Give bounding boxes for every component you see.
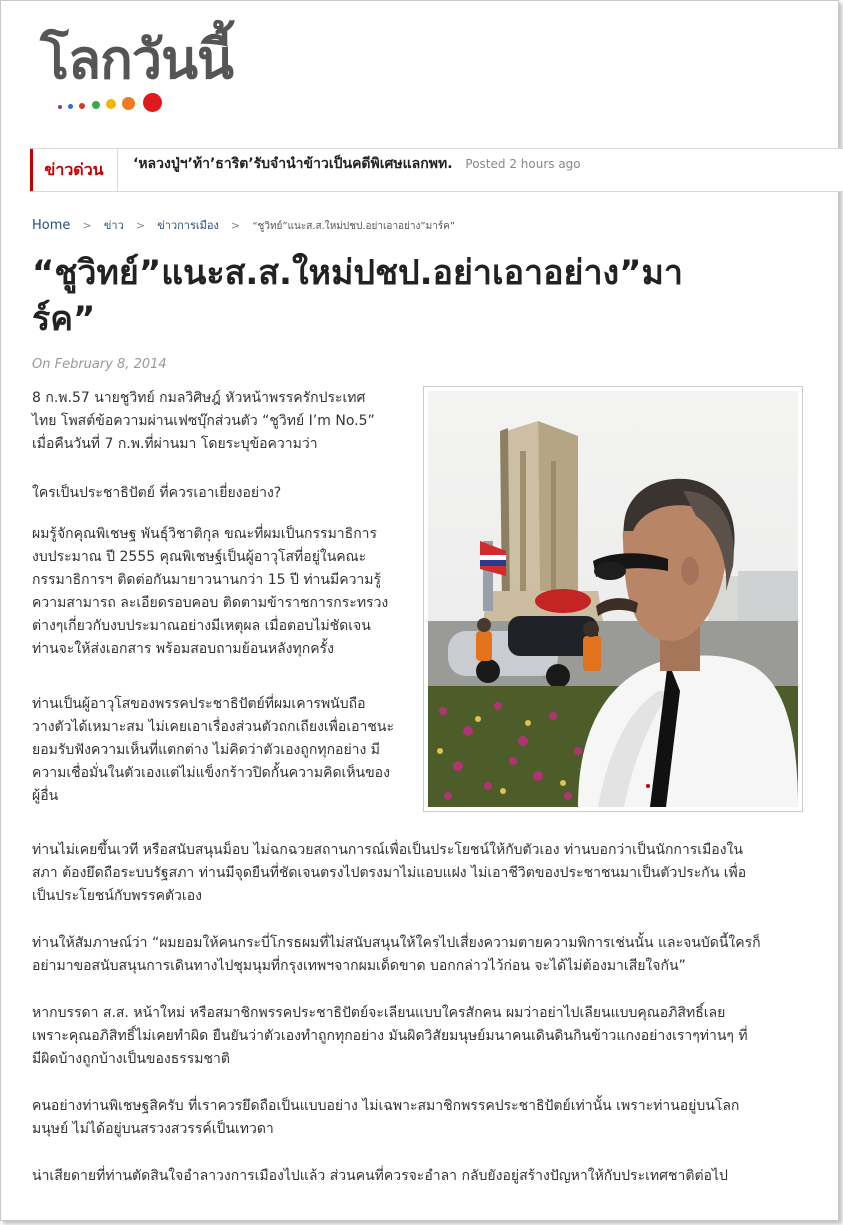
paragraph-line: ท่านจะให้ส่งเอกสาร พร้อมสอบถามย้อนหลังทุกครั้ง — [32, 641, 334, 657]
article-title-line: “ชูวิทย์”แนะส.ส.ใหม่ปชป.อย่าเอาอย่าง”มา — [32, 253, 683, 293]
paragraph-line: สภา ต้องยึดถือระบบรัฐสภา ท่านมีจุดยืนที่ชัดเจนตรงไปตรงมาไม่แอบแฝง ไม่เอาชีวิตของประชาชนมาเป็นตัวประกัน เพื่อ — [32, 865, 747, 881]
paragraph-line: มีผิดบ้างถูกบ้างเป็นของธรรมชาติ — [32, 1051, 230, 1067]
paragraph-line: วางตัวได้เหมาะสม ไม่เคยเอาเรื่องส่วนตัวถกเถียงเพื่อเอาชนะ — [32, 719, 394, 735]
breaking-news-item[interactable] — [133, 153, 581, 175]
paragraph-line: เป็นประโยชน์กับพรรคตัวเอง — [32, 888, 202, 904]
breadcrumb — [32, 216, 455, 234]
paragraph-line: ยอมรับฟังความเห็นที่แตกต่าง ไม่คิดว่าตัวเองถูกทุกอย่าง มี — [32, 742, 381, 758]
paragraph-line: คนอย่างท่านพิเชษฐสิครับ ที่เราควรยึดถือเป็นแบบอย่าง ไม่เฉพาะสมาชิกพรรคประชาธิปัตย์เท่านั้น เพราะท่านอยู่บนโลก — [32, 1098, 740, 1114]
paragraph-line: เมื่อคืนวันที่ 7 ก.พ.ที่ผ่านมา โดยระบุข้อความว่า — [32, 436, 318, 452]
paragraph-line: ผมรู้จักคุณพิเชษฐ พันธุ์วิชาติกุล ขณะที่ผมเป็นกรรมาธิการ — [32, 526, 378, 542]
paragraph-line: ผู้อื่น — [32, 788, 59, 804]
paragraph-line: ความเชื่อมั่นในตัวเองแต่ไม่แข็งกร้าวปิดกั้นความคิดเห็นของ — [32, 765, 390, 781]
article-date: On February 8, 2014 — [32, 357, 167, 372]
article-photo-image — [428, 391, 798, 807]
breaking-news-time: Posted 2 hours ago — [465, 157, 581, 171]
article-paragraph — [32, 523, 410, 661]
breadcrumb-politics[interactable]: ข่าวการเมือง — [157, 219, 219, 232]
breadcrumb-current: “ชูวิทย์”แนะส.ส.ใหม่ปชป.อย่าเอาอย่าง”มาร์ค” — [252, 221, 456, 232]
paragraph-line: มนุษย์ ไม่ได้อยู่บนสรวงสวรรค์เป็นเทวดา — [32, 1121, 274, 1137]
paragraph-line: น่าเสียดายที่ท่านตัดสินใจอำลาวงการเมืองไปแล้ว ส่วนคนที่ควรจะอำลา กลับยังอยู่สร้างปัญหาให้กับประเทศชาติต่อไป — [32, 1168, 728, 1184]
article-title-line: ร์ค” — [32, 299, 96, 339]
logo-dot — [79, 103, 85, 109]
site-logo[interactable] — [40, 25, 320, 120]
paragraph-line: งบประมาณ ปี 2555 คุณพิเชษฐ์เป็นผู้อาวุโสที่อยู่ในคณะ — [32, 549, 367, 565]
article-paragraph — [32, 1002, 810, 1071]
logo-dot — [122, 97, 135, 110]
breadcrumb-home[interactable]: Home — [32, 218, 71, 233]
article-paragraph — [32, 932, 810, 978]
logo-wordmark: โลกวันนี้ — [40, 28, 233, 91]
breaking-news-headline[interactable]: ‘หลวงปู่ฯ’ท้า’ธาริต’รับจำนำข้าวเป็นคดีพิเศษแลกพท. — [133, 156, 453, 172]
paragraph-line: 8 ก.พ.57 นายชูวิทย์ กมลวิศิษฎ์ หัวหน้าพรรครักประเทศ — [32, 390, 366, 406]
paragraph-line: ความสามารถ ละเอียดรอบคอบ ติดตามข้าราชการกระทรวง — [32, 595, 389, 611]
article-paragraph — [32, 482, 410, 505]
article-photo — [423, 386, 803, 812]
paragraph-line: ท่านไม่เคยขึ้นเวที หรือสนับสนุนม็อบ ไม่ฉกฉวยสถานการณ์เพื่อเป็นประโยชน์ให้กับตัวเอง ท่านบอกว่าเป็นนักการเมืองใน — [32, 842, 743, 858]
article-paragraph — [32, 1165, 810, 1188]
article-paragraph — [32, 839, 810, 908]
logo-dot — [58, 105, 62, 109]
paragraph-line: ไทย โพสต์ข้อความผ่านเฟซบุ๊กส่วนตัว “ชูวิทย์ I’m No.5” — [32, 413, 375, 429]
logo-dot — [92, 101, 100, 109]
breadcrumb-separator: > — [82, 219, 92, 232]
paragraph-line: ใครเป็นประชาธิปัตย์ ที่ควรเอาเยี่ยงอย่าง? — [32, 485, 282, 501]
paragraph-line: ท่านให้สัมภาษณ์ว่า “ผมยอมให้คนกระบี่โกรธผมที่ไม่สนับสนุนให้ใครไปเสี่ยงความตายความพิการเช่นนั้น และจนบัดนี้ใครก็ — [32, 935, 761, 951]
breadcrumb-news[interactable]: ข่าว — [103, 219, 124, 232]
article-paragraph — [32, 1095, 810, 1141]
article-paragraph — [32, 387, 410, 456]
paragraph-line: เพราะคุณอภิสิทธิ์ไม่เคยทำผิด ยืนยันว่าตัวเองทำถูกทุกอย่าง มันผิดวิสัยมนุษย์มนาคนเดินดินกินข้าวแกงอย่างเราๆท่านๆ ที่ — [32, 1028, 748, 1044]
article-title — [32, 250, 792, 342]
logo-dot — [68, 104, 73, 109]
paragraph-line: กรรมาธิการฯ ติดต่อกันมายาวนานกว่า 15 ปี ท่านมีความรู้ — [32, 572, 382, 588]
breaking-news-bar — [30, 148, 843, 192]
breadcrumb-separator: > — [135, 219, 146, 232]
paragraph-line: ต่างๆเกี่ยวกับงบประมาณอย่างมีเหตุผล เมื่อตอบไม่ชัดเจน — [32, 618, 371, 634]
article-paragraph — [32, 693, 410, 808]
logo-dot — [106, 99, 116, 109]
paragraph-line: ท่านเป็นผู้อาวุโสของพรรคประชาธิปัตย์ที่ผมเคารพนับถือ — [32, 696, 366, 712]
breaking-news-label: ข่าวด่วน — [31, 149, 118, 191]
paragraph-line: หากบรรดา ส.ส. หน้าใหม่ หรือสมาชิกพรรคประชาธิปัตย์จะเลียนแบบใครสักคน ผมว่าอย่าไปเลียนแบบคุณอภิสิทธิ์เลย — [32, 1005, 726, 1021]
paragraph-line: อย่ามาขอสนับสนุนการเดินทางไปชุมนุมที่กรุงเทพฯจากผมเด็ดขาด บอกกล่าวไว้ก่อน จะได้ไม่ต้องมาเสียใจกัน” — [32, 958, 686, 974]
logo-dot — [143, 93, 162, 112]
breadcrumb-separator: > — [231, 219, 241, 232]
